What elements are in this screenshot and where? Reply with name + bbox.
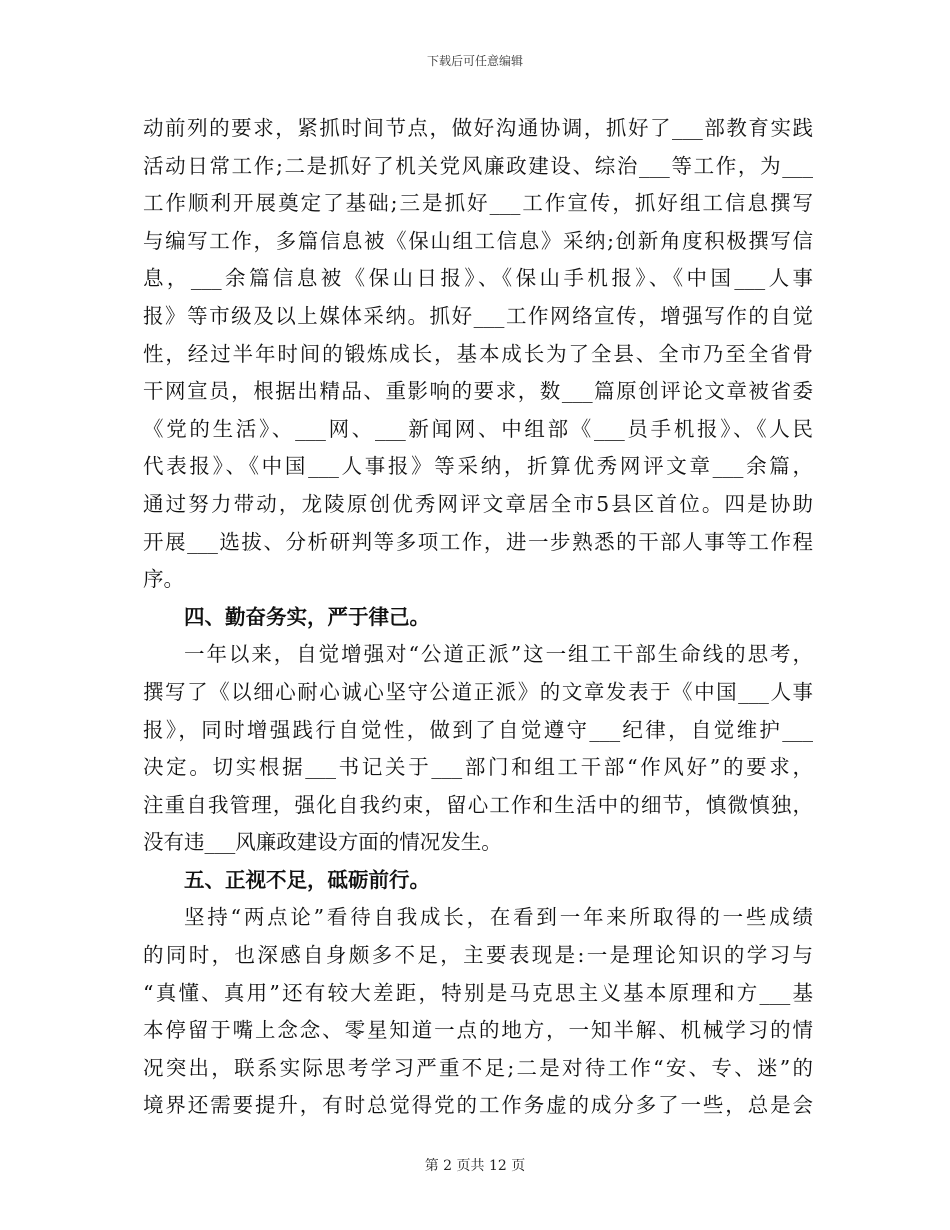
paragraph-line: 境界还需要提升，有时总觉得党的工作务虚的成分多了一些，总是会 (143, 1093, 813, 1118)
paragraph-line: 工作顺利开展奠定了基础;三是抓好___工作宣传，抓好组工信息撰写 (143, 191, 813, 216)
paragraph-line: 本停留于嘴上念念、零星知道一点的地方，一知半解、机械学习的情 (143, 1018, 813, 1043)
paragraph-line: 报》等市级及以上媒体采纳。抓好___工作网络宣传，增强写作的自觉 (143, 303, 813, 328)
paragraph-line: 活动日常工作;二是抓好了机关党风廉政建设、综治___等工作，为___ (143, 153, 813, 178)
page-footer: 第 2 页共 12 页 (424, 1158, 526, 1174)
paragraph-line: 注重自我管理，强化自我约束，留心工作和生活中的细节，慎微慎独， (143, 792, 813, 817)
paragraph-line: 撰写了《以细心耐心诚心坚守公道正派》的文章发表于《中国___人事 (143, 679, 813, 704)
paragraph-line: 动前列的要求，紧抓时间节点，做好沟通协调，抓好了___部教育实践 (143, 116, 813, 140)
paragraph-line: 况突出，联系实际思考学习严重不足;二是对待工作“安、专、迷”的 (143, 1055, 813, 1080)
paragraph-line: 开展___选拔、分析研判等多项工作，进一步熟悉的干部人事等工作程 (143, 529, 813, 554)
paragraph-line: 性，经过半年时间的锻炼成长，基本成长为了全县、全市乃至全省骨 (143, 341, 813, 366)
paragraph-line: “真懂、真用”还有较大差距，特别是马克思主义基本原理和方___基 (143, 980, 813, 1005)
paragraph-line: 息，___余篇信息被《保山日报》、《保山手机报》、《中国___人事 (143, 266, 813, 291)
paragraph-line: 决定。切实根据___书记关于___部门和组工干部“作风好”的要求， (143, 755, 813, 780)
paragraph-line: 《党的生活》、___网、___新闻网、中组部《___员手机报》、《人民 (143, 416, 813, 441)
paragraph-line: 干网宣员，根据出精品、重影响的要求，数___篇原创评论文章被省委 (143, 379, 813, 404)
paragraph-line: 与编写工作，多篇信息被《保山组工信息》采纳;创新角度积极撰写信 (143, 228, 813, 253)
paragraph-line: 序。 (143, 567, 184, 592)
paragraph-line: 一年以来，自觉增强对“公道正派”这一组工干部生命线的思考， (184, 642, 813, 667)
section-heading: 四、勤奋务实，严于律己。 (184, 604, 430, 629)
paragraph-line: 通过努力带动，龙陵原创优秀网评文章居全市5县区首位。四是协助 (143, 491, 813, 516)
paragraph-line: 的同时，也深感自身颇多不足，主要表现是:一是理论知识的学习与 (143, 943, 813, 968)
paragraph-line: 坚持“两点论”看待自我成长，在看到一年来所取得的一些成绩 (184, 905, 813, 930)
section-heading: 五、正视不足，砥砺前行。 (184, 867, 430, 892)
paragraph-line: 报》，同时增强践行自觉性，做到了自觉遵守___纪律，自觉维护___ (143, 717, 813, 742)
paragraph-line: 代表报》、《中国___人事报》等采纳，折算优秀网评文章___余篇， (143, 454, 813, 479)
page-header: 下载后可任意编辑 (426, 54, 523, 68)
paragraph-line: 没有违___风廉政建设方面的情况发生。 (143, 830, 502, 855)
document-body (143, 110, 813, 1125)
